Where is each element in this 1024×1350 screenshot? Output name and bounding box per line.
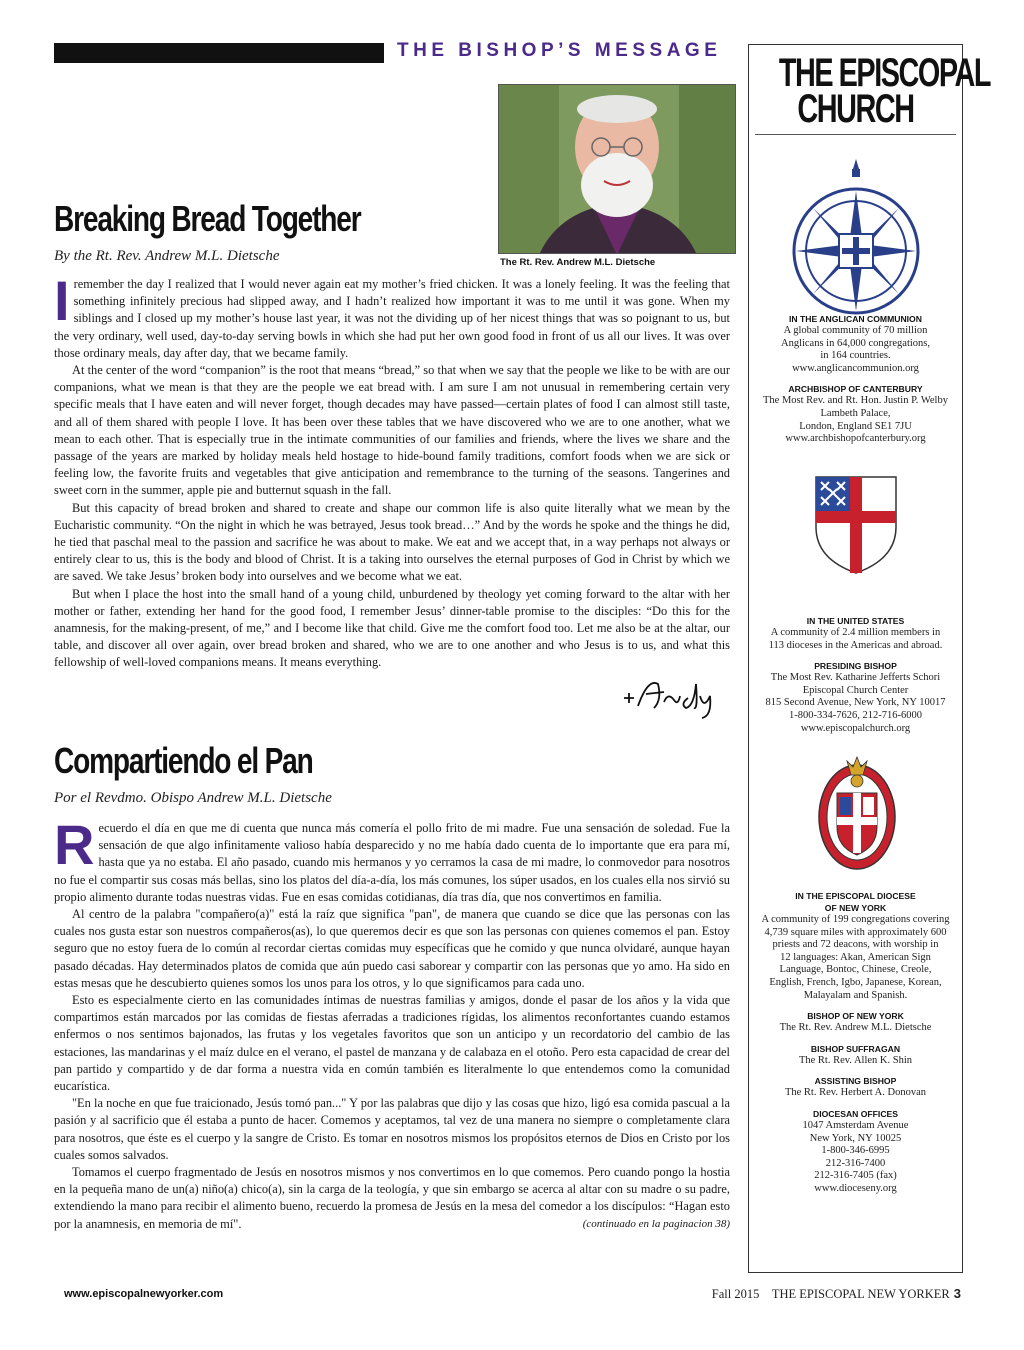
article-body-english (54, 269, 730, 672)
united-states-info: IN THE UNITED STATES A community of 2.4 million members in 113 dioceses in the Americas and abroad. PRESIDING BISHOP The Most Rev. Katharine Jefferts Schori Episcopal Church Center 815 Second Avenue, New York, NY 10017 1-800-334-7626, 212-716-6000 www.episcopalchurch.org (765, 616, 946, 734)
paragraph: Tomamos el cuerpo fragmentado de Jesús en nosotros mismos y nos convertimos en lo que comemos. Pero cuando pongo la hostia en la pequeña mano de un(a) niño(a) chico(a), sin la carga de la teología, y que sin embargo se acerca al altar con su madre o su padre, extendiendo la mano para recibir el alimento bueno, recuerdo la promesa de Jesús en la mesa del comedor a los discípulos: “Hagan esto por la anamnesis, en memoria de mí". (continuado en la paginacion 38) (54, 1164, 730, 1233)
paragraph: Esto es especialmente cierto en las comunidades íntimas de nuestras familias y amigos, donde el pasar de los años y la vida que compartimos están marcados por las comidas de fiestas aferradas a tradiciones rígidas, los alimentos reconfortantes cuando estamos enfermos o nos sentimos bajonados, las frutas y los vegetales favoritos que son un anticipo y un recordatorio del cambio de las estaciones, las mandarinas y el maíz dulce en el verano, el pastel de manzana y de calabaza en el otoño. Pero esta capacidad de crear del pan partido y compartido y de dar forma a nuestra vida en común también es literalmente lo que entendemos como la comunidad eucarística. (54, 993, 730, 1094)
divider (755, 134, 956, 135)
paragraph: At the center of the word “companion” is the root that means “bread,” so that when we say that the people we like to be with are our companions, what we mean is that they are the people we eat bread with. I am sure I am not unusual in remembering certain very specific meals that I have eaten and will never forget, though decades may have passed—certain plates of food I can almost still taste, and all of them shared with people I love. It has been over these tables that we have discovered who we are to one another, what we mean to each other. That is especially true in the intimate communities of our families and friends, where the lives we share and the passage of the years are marked by holiday meals held hostage to hide-bound family traditions, comfort foods when we are sick or feeling low, the favorite fruits and vegetables that give anticipation and remembrance to the turning of the seasons. Tangerines and sweet corn in the summer, apple pie and butternut squash in the fall. (54, 363, 730, 498)
footer-website: www.episcopalnewyorker.com (64, 1288, 224, 1300)
paragraph: "En la noche en que fue traicionado, Jesús tomó pan..." Y por las palabras que dijo y las cosas que hizo, ligó esa comida pascual a la pasión y al sacrificio que él estaba a punto de hacer. Comemos y aceptamos, tal vez de una manera no siempre o completamente clara para nosotros, que éste es el cuerpo y la sangre de Cristo. Es tomar en nosotros mismos los propósitos eternos de Dios en Cristo por los cuales somos salvados. (54, 1096, 730, 1162)
page-number: 3 (953, 1286, 961, 1301)
article-body-spanish (54, 813, 730, 1233)
paragraph: Iremember the day I realized that I would never again eat my mother’s fried chicken. It was a lonely feeling. It was the feeling that something infinitely precious had slipped away, and I hadn’t realized how important it was to me until it was gone. When my siblings and I closed up my mother’s house last year, it was not the dividing up of her nicest things that was so poignant to us, but the very ordinary, well used, day-to-day serving bowls in which she had put her own good food in front of us all our lives. It was over those ordinary meals, day after day, that we became family. (54, 269, 730, 360)
diocese-info: IN THE EPISCOPAL DIOCESE OF NEW YORK A community of 199 congregations covering 4,739 square miles with approximately 600 priests and 72 deacons, with worship in 12 languages: Akan, American Sign Language, Bontoc, Chinese, Creole, English, French, Igbo, Japanese, Korean, Malayalam and Spanish. BISHOP OF NEW YORK The Rt. Rev. Andrew M.L. Dietsche BISHOP SUFFRAGAN The Rt. Rev. Allen K. Shin ASSISTING BISHOP The Rt. Rev. Herbert A. Donovan DIOCESAN OFFICES 1047 Amsterdam Avenue New York, NY 10025 1-800-346-6995 212-316-7400 212-316-7405 (fax) www.dioceseny.org (761, 891, 950, 1194)
anglican-compass-rose-icon (783, 155, 929, 321)
drop-cap: I (54, 269, 70, 332)
photo-caption: The Rt. Rev. Andrew M.L. Dietsche (500, 257, 656, 268)
article-byline: By the Rt. Rev. Andrew M.L. Dietsche (54, 248, 280, 264)
article-headline-spanish: Compartiendo el Pan (54, 740, 313, 781)
issue-date: Fall 2015 (711, 1287, 760, 1301)
episcopal-shield-icon (814, 475, 898, 575)
masthead-sidebar (748, 44, 990, 1273)
paragraph: But this capacity of bread broken and shared to create and shape our common life is also quite literally what we mean by the Eucharistic community. “On the night in which he was betrayed, Jesus took bread…” And by the words he spoke and the things he did, he tied that paschal meal to the passion and sacrifice he was about to make. We eat and we accept that, in a way perhaps not always or entirely clear to us, this is the body and blood of Christ. It is a taking into ourselves the eternal purposes of God in Christ by which we are saved. We take Jesus’ broken body into ourselves and we become what we eat. (54, 500, 730, 584)
anglican-communion-info: IN THE ANGLICAN COMMUNION A global community of 70 million Anglicans in 64,000 congregations, in 164 countries. www.anglicancommunion.org ARCHBISHOP OF CANTERBURY The Most Rev. and Rt. Hon. Justin P. Welby Lambeth Palace, London, England SE1 7JU www.archbishopofcanterbury.org (763, 314, 948, 445)
article-headline: Breaking Bread Together (54, 198, 361, 239)
footer-issue-info (712, 1286, 961, 1302)
drop-cap: R (54, 813, 95, 876)
paragraph: Recuerdo el día en que me di cuenta que nunca más comería el pollo frito de mi madre. Fue una sensación de soledad. Fue la sensación de que algo infinitamente valioso había desparecido y no me había dado cuenta de lo importante que era para mí, hasta que ya no estaba. El año pasado, cuando mis hermanos y yo cerramos la casa de mi madre, lo conmovedor para nosotros no fue el compartir sus cosas más bellas, sino los platos del día-a-día, los más comunes, los súper usados, en los cuales ella nos sirvió su propio alimento durante todas nuestras vidas. Fue en esas comidas cotidianas, día tras día, que nos convertimos en familia. (54, 813, 730, 904)
article-byline-spanish: Por el Revdmo. Obispo Andrew M.L. Dietsche (54, 790, 332, 806)
paragraph: Al centro de la palabra "compañero(a)" está la raíz que significa "pan", de manera que cuando se dice que las personas con las cuales nos gusta estar son nuestros compañeros(as), lo que queremos decir es que son las personas con quienes comemos el pan. Estoy seguro que no estoy fuera de lo común al recordar ciertas comidas muy específicas que he comido y que nunca olvidaré, aunque hayan pasado décadas. Hay determinados platos de comida que aún puedo casi saborear y compartir con las personas que yo amo. Ha sido en estas mesas que he descubierto quienes somos los unos para los otros, y lo que significamos para cada uno. (54, 907, 730, 990)
publication-name: THE EPISCOPAL NEW YORKER (771, 1287, 950, 1301)
diocese-seal-icon (815, 751, 899, 871)
paragraph: But when I place the host into the small hand of a young child, unburdened by theology yet coming forward to the altar with her mother or father, extending her hand for the good food, I remember Jesus’ dinner-table promise to the disciples: “Do this for the anamnesis, for the making-present, of me,” and I become like that child. Give me the comfort food too. Let me also be at the altar, our table, and discover all over again, over bread broken and shared, who we are to one another and who Jesus is to us, and what this fellowship of well-loved companions means. It means everything. (54, 586, 730, 670)
church-brand: THE EPISCOPAL CHURCH (778, 51, 990, 131)
bishop-portrait (498, 84, 736, 254)
continued-note: (continuado en la paginacion 38) (582, 1217, 730, 1230)
section-title: THE BISHOP’S MESSAGE (397, 40, 722, 61)
header-rule (54, 43, 384, 63)
signature-image (618, 670, 728, 720)
